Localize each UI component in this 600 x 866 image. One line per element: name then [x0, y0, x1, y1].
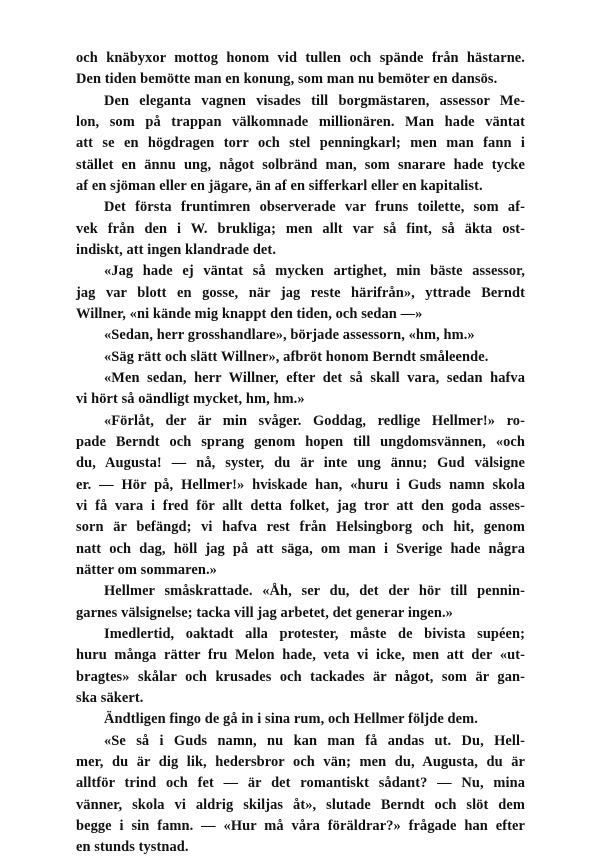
text-line: er. — Hör på, Hellmer!» hviskade han, «huru i Guds namn skola — [76, 477, 525, 493]
text-line: ska säkert. — [76, 690, 144, 706]
text-line: begge i sin famn. — «Hur må våra föräldrar?» frågade han efter — [76, 818, 525, 834]
text-line: lon, som på trappan välkomnade millionären. Man hade väntat — [76, 114, 525, 130]
text-line: Den tiden bemötte man en konung, som man nu bemöter en dansös. — [76, 71, 498, 87]
text-line: Den eleganta vagnen visades till borgmästaren, assessor Me- — [104, 93, 525, 109]
text-line: «Sedan, herr grosshandlare», började assessorn, «hm, hm.» — [104, 327, 475, 343]
text-line: vi få vara i fred för allt detta folket, jag tror att den goda asses- — [76, 498, 525, 514]
text-line: Willner, «ni kände mig knappt den tiden, och sedan —» — [76, 306, 423, 322]
text-line: indiskt, att ingen klandrade det. — [76, 242, 277, 258]
text-line: att se en högdragen torr och stel penningkarl; men man fann i — [76, 135, 525, 151]
text-line: mer, du är dig lik, hedersbror och vän; men du, Augusta, du är — [76, 754, 525, 770]
text-line: «Se så i Guds namn, nu kan man få andas ut. Du, Hell- — [104, 733, 525, 749]
text-line: huru många rätter fru Melon hade, veta vi icke, men att der «ut- — [76, 647, 525, 663]
text-line: Hellmer småskrattade. «Åh, ser du, det der hör till pennin- — [104, 583, 525, 599]
text-line: «Säg rätt och slätt Willner», afbröt honom Berndt småleende. — [104, 349, 489, 365]
text-line: vek från den i W. brukliga; men allt var så fint, så äkta ost- — [76, 221, 525, 237]
text-line: Ändtligen fingo de gå in i sina rum, och Hellmer följde dem. — [104, 711, 478, 727]
text-line: vi hört så oändligt mycket, hm, hm.» — [76, 391, 305, 407]
text-line: nätter om sommaren.» — [76, 562, 217, 578]
text-line: och knäbyxor mottog honom vid tullen och spände från hästarne. — [76, 50, 525, 66]
text-line: «Jag hade ej väntat så mycken artighet, min bäste assessor, — [104, 263, 525, 279]
text-line: Imedlertid, oaktadt alla protester, måste de bivista supéen; — [104, 626, 525, 642]
text-line: en stunds tystnad. — [76, 839, 189, 855]
text-line: alltför trind och fet — är det romantiskt sådant? — Nu, mina — [76, 775, 525, 791]
text-line: stället en ännu ung, något solbränd man, som snarare hade tycke — [76, 157, 525, 173]
text-line: du, Augusta! — nå, syster, du är inte ung ännu; Gud välsigne — [76, 455, 525, 471]
text-line: af en sjöman eller en jägare, än af en sifferkarl eller en kapitalist. — [76, 178, 483, 194]
text-line: bragtes» skålar och krusades och tackades är något, som är gan- — [76, 669, 525, 685]
text-line: «Men sedan, herr Willner, efter det så skall vara, sedan hafva — [104, 370, 525, 386]
text-line: natt och dag, höll jag på att säga, om man i Sverige hade några — [76, 541, 525, 557]
text-line: sorn är befängd; vi hafva rest från Helsingborg och hit, genom — [76, 519, 525, 535]
text-line: Det första fruntimren observerade var fruns toilette, som af- — [104, 199, 525, 215]
text-line: «Förlåt, der är min svåger. Goddag, redlige Hellmer!» ro- — [104, 413, 525, 429]
text-line: vänner, skola vi aldrig skiljas åt», slutade Berndt och slöt dem — [76, 797, 525, 813]
text-line: jag var blott en gosse, när jag reste härifrån», yttrade Berndt — [76, 285, 525, 301]
text-line: garnes välsignelse; tacka vill jag arbetet, det generar ingen.» — [76, 605, 453, 621]
text-line: pade Berndt och sprang genom hopen till ungdomsvännen, «och — [76, 434, 525, 450]
